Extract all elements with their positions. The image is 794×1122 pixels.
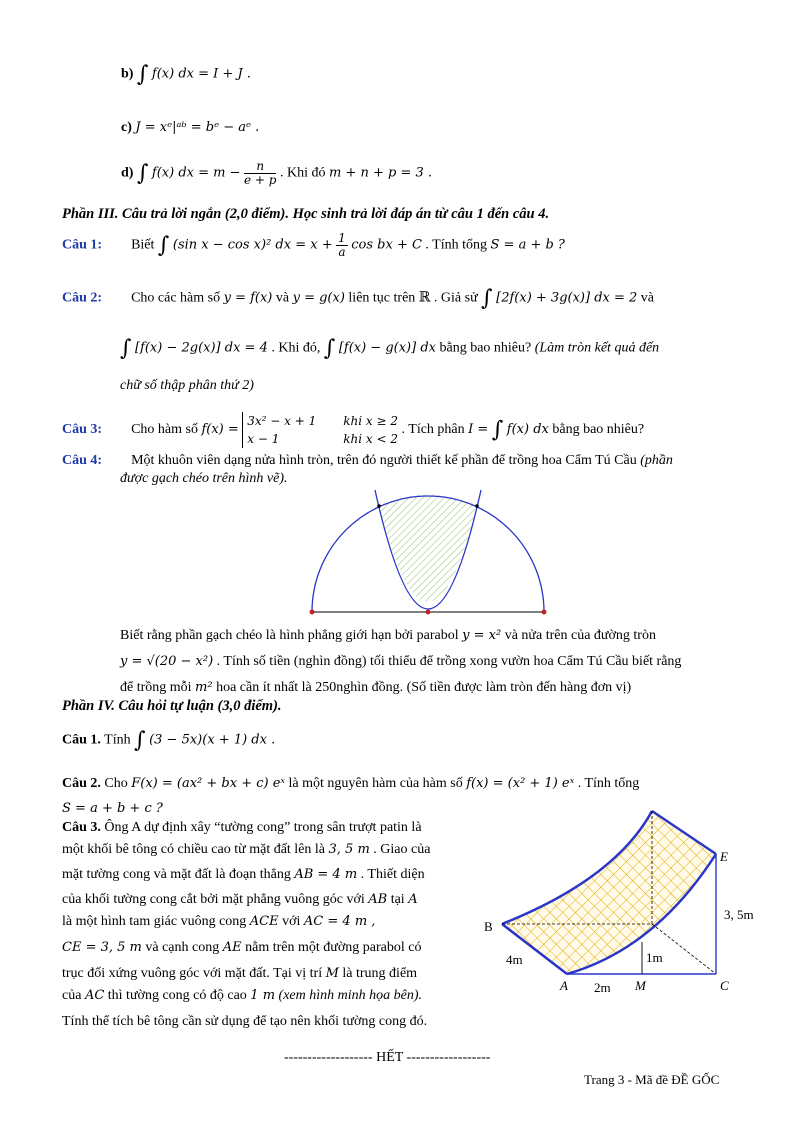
integral-sign: ∫ — [136, 161, 149, 186]
p3-question-2-line2: ∫ [f(x) − 2g(x)] dx = 4 . Khi đó, ∫ [f(x) − g(x)] dx bằng bao nhiêu? (Làm tròn kết quả đến — [120, 336, 660, 361]
end-marker: ------------------- HẾT ------------------ — [284, 1050, 491, 1065]
integral-sign: ∫ — [136, 62, 149, 87]
part3-heading: Phần III. Câu trả lời ngắn (2,0 điểm). Học sinh trả lời đáp án từ câu 1 đến câu 4. — [62, 206, 550, 222]
label-4m: 4m — [506, 952, 523, 967]
p3-question-4: Câu 4: Một khuôn viên dạng nửa hình tròn, trên đó người thiết kế phần để trồng hoa Cẩm Tú Cầu (phần — [62, 453, 673, 468]
p4-question-2-line2: S = a + b + c ? — [62, 801, 163, 816]
hatched-region — [379, 495, 477, 603]
p3-q4-para-line1: Biết rằng phần gạch chéo là hình phẳng giới hạn bởi parabol y = x² và nửa trên của đường tròn — [120, 628, 656, 643]
label-1m: 1m — [646, 950, 663, 965]
p4-question-3-l9: Tính thể tích bê tông cần sử dụng để tạo nên khối tường cong đó. — [62, 1014, 428, 1029]
fraction: $\frac{n}{e + p}$ — [244, 159, 277, 187]
p4-question-3-l4: của khối tường cong cắt bởi mặt phẳng vuông góc với AB tại A — [62, 892, 418, 907]
page-number: Trang 3 - Mã đề ĐỀ GỐC — [584, 1072, 720, 1087]
semicircle-parabola-figure — [305, 488, 550, 618]
curved-wall-figure — [480, 804, 754, 995]
part4-heading: Phần IV. Câu hỏi tự luận (3,0 điểm). — [62, 698, 282, 714]
p3-question-1: Câu 1: Biết ∫ (sin x − cos x)² dx = x + $\frac{1}{a}$ cos bx + C . Tính tổng S = a + b ? — [62, 231, 565, 259]
p4-question-3-l8: của AC thì tường cong có độ cao 1 m (xem hình minh họa bên). — [62, 988, 422, 1003]
label-a: A — [560, 978, 568, 993]
math-expr: f(x) dx = I + J . — [151, 66, 251, 82]
p3-question-3: Câu 3: Cho hàm số f(x) = 3x² − x + 1 khi x ≥ 2 x − 1 khi x < 2 . Tích phân I = ∫ f(x) dx bằng bao nhiêu? — [62, 414, 645, 446]
label-b: B — [484, 919, 493, 934]
p3-question-2: Câu 2: Cho các hàm số y = f(x) và y = g(x) liên tục trên ℝ . Giả sử ∫ [2f(x) + 3g(x)] dx = 2 và — [62, 286, 654, 311]
p3-question-4-line2: được gạch chéo trên hình vẽ). — [120, 471, 288, 486]
item-label: c) — [121, 120, 132, 135]
label-c: C — [720, 978, 729, 993]
p4-question-3-l1: Câu 3. Ông A dự định xây “tường cong” trong sân trượt patin là — [62, 820, 422, 835]
item-label: b) — [121, 66, 134, 82]
p4-question-1: Câu 1. Tính ∫ (3 − 5x)(x + 1) dx . — [62, 728, 276, 753]
label-e: E — [720, 849, 728, 864]
p4-question-3-l5: là một hình tam giác vuông cong ACE với AC = 4 m , — [62, 914, 376, 929]
item-label: d) — [121, 165, 134, 181]
p4-question-3-l3: mặt tường cong và mặt đất là đoạn thẳng AB = 4 m . Thiết diện — [62, 867, 425, 882]
item-c — [121, 120, 259, 136]
item-d: d) ∫ f(x) dx = m − $\frac{n}{e + p}$ . Khi đó m + n + p = 3 . — [121, 159, 433, 187]
p4-question-3-l7: trục đối xứng vuông góc với mặt đất. Tại vị trí M là trung điểm — [62, 966, 418, 981]
p3-question-2-line3: chữ số thập phân thứ 2) — [120, 378, 254, 393]
math-expr: m + n + p = 3 . — [328, 165, 433, 181]
label-m: M — [635, 978, 646, 993]
p4-question-3-l2: một khối bê tông có chiều cao từ mặt đất lên là 3, 5 m . Giao của — [62, 842, 431, 857]
p4-question-2: Câu 2. Cho F(x) = (ax² + bx + c) eˣ là một nguyên hàm của hàm số f(x) = (x² + 1) eˣ . Tính tổng — [62, 776, 640, 791]
p4-question-3-l6: CE = 3, 5 m và cạnh cong AE nằm trên một đường parabol có — [62, 940, 422, 955]
p3-q4-para-line2: y = √(20 − x²) . Tính số tiền (nghìn đồng) tối thiểu để trồng xong vườn hoa Cẩm Tú Cầu biết rằng — [120, 654, 682, 669]
p3-q4-para-line3: để trồng mỗi m² hoa cần ít nhất là 250nghìn đồng. (Số tiền được làm tròn đến hàng đơn vị) — [120, 680, 632, 695]
math-expr: f(x) dx = m − — [151, 165, 241, 181]
item-b — [121, 62, 251, 87]
math-expr: J = xᵉ|ᵃᵇ = bᵉ − aᵉ . — [135, 120, 260, 135]
label-2m: 2m — [594, 980, 611, 995]
label-height: 3, 5m — [724, 907, 754, 922]
